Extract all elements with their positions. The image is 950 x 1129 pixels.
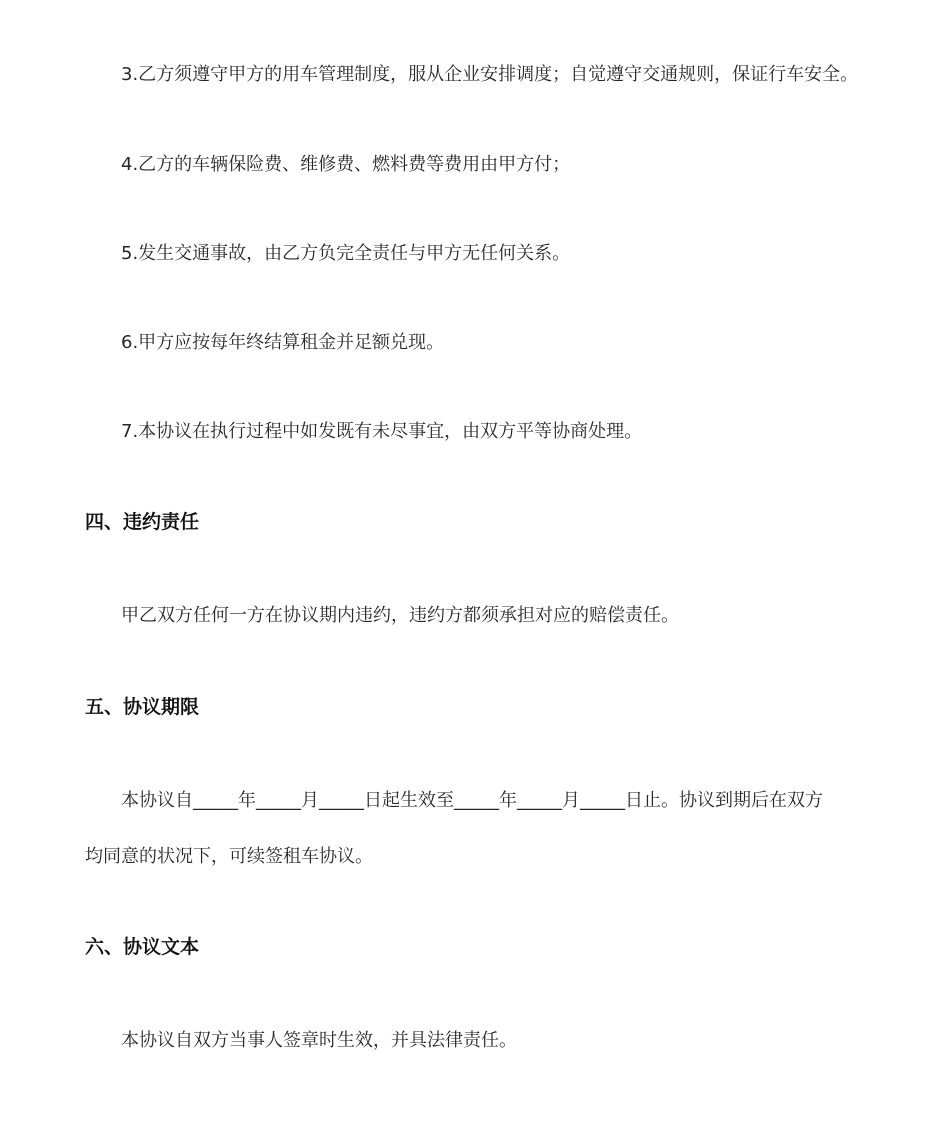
clause-7: 7.本协议在执行过程中如发既有未尽事宜，由双方平等协商处理。: [121, 421, 643, 442]
clause-3: 3.乙方须遵守甲方的用车管理制度，服从企业安排调度；自觉遵守交通规则，保证行车安全。: [121, 64, 859, 85]
agreement-term-paragraph-line-1: 本协议自_____年_____月_____日起生效至_____年_____月_____日止。协议到期后在双方: [121, 790, 823, 811]
section-heading-agreement-text: 六、协议文本: [85, 936, 200, 958]
agreement-term-paragraph-line-2: 均同意的状况下，可续签租车协议。: [85, 846, 373, 867]
section-heading-breach-liability: 四、违约责任: [85, 511, 200, 533]
clause-5: 5.发生交通事故，由乙方负完全责任与甲方无任何关系。: [121, 243, 571, 264]
breach-liability-paragraph: 甲乙双方任何一方在协议期内违约，违约方都须承担对应的赔偿责任。: [121, 605, 679, 626]
section-heading-agreement-term: 五、协议期限: [85, 696, 200, 718]
agreement-text-paragraph: 本协议自双方当事人签章时生效，并具法律责任。: [121, 1030, 517, 1051]
clause-4: 4.乙方的车辆保险费、维修费、燃料费等费用由甲方付；: [121, 154, 571, 175]
clause-6: 6.甲方应按每年终结算租金并足额兑现。: [121, 332, 445, 353]
